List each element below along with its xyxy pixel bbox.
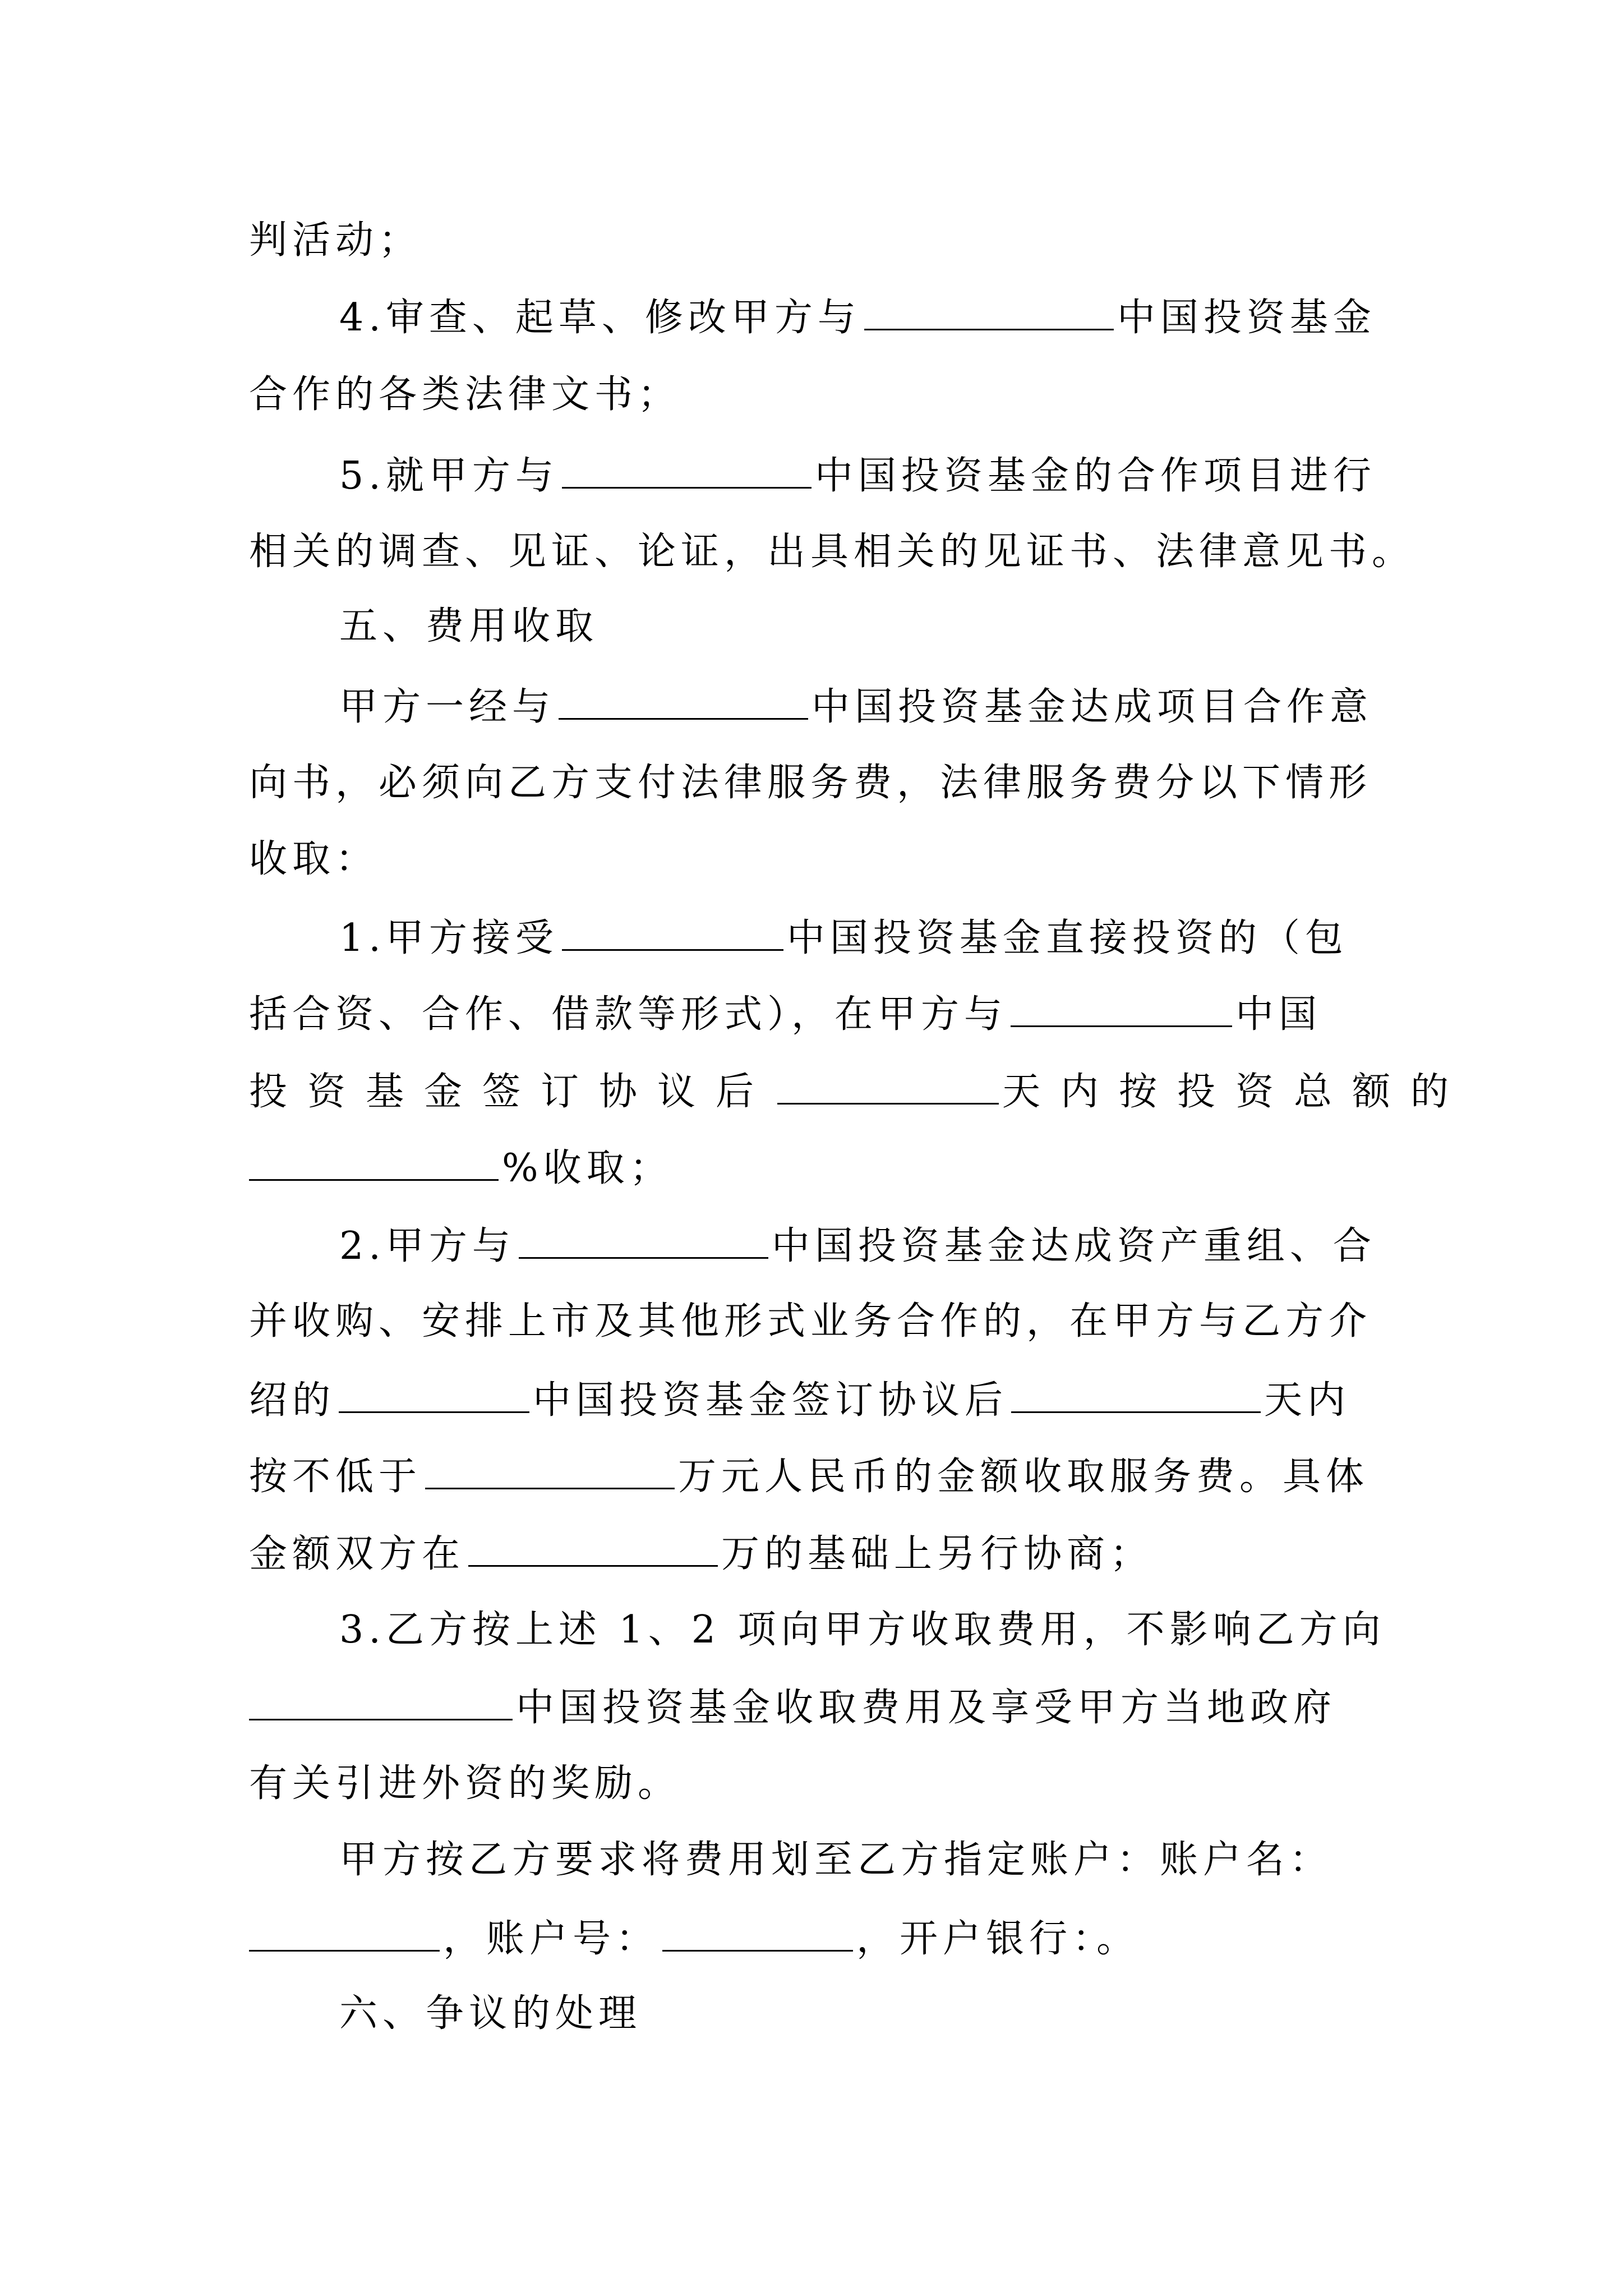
paragraph-line <box>339 296 1376 340</box>
text: 收取： <box>249 837 379 881</box>
blank-field <box>468 1534 718 1567</box>
blank-field <box>1011 994 1232 1027</box>
blank-field <box>249 1148 499 1181</box>
text: 2.甲方与 <box>339 1224 515 1268</box>
text: 天内 <box>1264 1378 1351 1423</box>
text: ，账户号： <box>443 1917 660 1961</box>
paragraph-line <box>339 454 1376 498</box>
paragraph-line <box>249 761 1372 805</box>
paragraph-line <box>339 1224 1376 1268</box>
paragraph-line <box>339 685 1373 729</box>
blank-field <box>339 1380 529 1413</box>
text: 中国 <box>1235 992 1322 1037</box>
text: 1.甲方接受 <box>339 916 559 960</box>
text: 并收购、安排上市及其他形式业务合作的，在甲方与乙方介 <box>249 1299 1372 1343</box>
paragraph-line <box>249 1378 1371 1423</box>
text: 有关引进外资的奖励。 <box>249 1761 681 1806</box>
paragraph-line <box>249 1455 1371 1499</box>
text: 甲方按乙方要求将费用划至乙方指定账户：账户名： <box>339 1838 1333 1882</box>
paragraph-line <box>249 1299 1372 1343</box>
text: 金额双方在 <box>249 1532 465 1576</box>
paragraph-line <box>249 1070 1469 1114</box>
text: 五、费用收取 <box>339 604 599 648</box>
text: 合作的各类法律文书； <box>249 372 681 417</box>
paragraph-line <box>249 1686 1371 1730</box>
text: 万的基础上另行协商； <box>721 1532 1154 1576</box>
text: 绍的 <box>249 1378 336 1423</box>
paragraph-line <box>249 992 1371 1037</box>
blank-field <box>777 1071 999 1105</box>
text: 相关的调查、见证、论证，出具相关的见证书、法律意见书。 <box>249 530 1415 574</box>
blank-field <box>662 1918 853 1952</box>
blank-field <box>562 918 783 951</box>
blank-field <box>559 687 808 720</box>
text: 甲方一经与 <box>339 685 556 729</box>
text: 中国投资基金直接投资的（包 <box>786 916 1348 960</box>
paragraph-line <box>249 1917 1371 1961</box>
paragraph-line <box>249 1532 1371 1576</box>
blank-field <box>864 297 1114 330</box>
text: 投资基金签订协议后 <box>249 1070 774 1114</box>
paragraph-line <box>339 1608 1386 1652</box>
text: 5.就甲方与 <box>339 454 559 498</box>
text: 万元人民币的金额收取服务费。具体 <box>678 1455 1370 1499</box>
text: 判活动； <box>249 218 422 263</box>
section-heading <box>339 604 1371 648</box>
paragraph-line <box>339 918 1371 958</box>
paragraph-line <box>249 837 1371 881</box>
text: 中国投资基金的合作项目进行 <box>814 454 1376 498</box>
text: ，开户银行：。 <box>856 1917 1140 1961</box>
text: 中国投资基金达成资产重组、合 <box>771 1224 1376 1268</box>
text: 天内按投资总额的 <box>1002 1070 1469 1114</box>
text: 3.乙方按上述 1、2 项向甲方收取费用，不影响乙方向 <box>339 1608 1386 1652</box>
text: 括合资、合作、借款等形式），在甲方与 <box>249 992 1008 1037</box>
paragraph-line <box>249 218 1371 263</box>
text: 六、争议的处理 <box>339 1991 642 2036</box>
paragraph-line <box>249 372 1371 417</box>
blank-field <box>249 1918 440 1952</box>
blank-field <box>519 1226 768 1259</box>
section-heading <box>339 1991 1371 2036</box>
paragraph-line <box>249 1148 1371 1188</box>
text: %收取； <box>502 1146 673 1190</box>
blank-field <box>425 1456 675 1489</box>
text: 中国投资基金达成项目合作意 <box>811 685 1373 729</box>
blank-field <box>1011 1380 1261 1413</box>
text: 向书，必须向乙方支付法律服务费，法律服务费分以下情形 <box>249 761 1372 805</box>
paragraph-line <box>339 1838 1371 1882</box>
blank-field <box>562 455 811 489</box>
text: 中国投资基金收取费用及享受甲方当地政府 <box>516 1686 1337 1730</box>
paragraph-line <box>249 530 1415 574</box>
text: 中国投资基金 <box>1117 296 1376 340</box>
paragraph-line <box>249 1761 1371 1806</box>
text: 按不低于 <box>249 1455 422 1499</box>
text: 4.审查、起草、修改甲方与 <box>339 296 861 340</box>
text: 中国投资基金签订协议后 <box>533 1378 1008 1423</box>
blank-field <box>249 1687 513 1720</box>
